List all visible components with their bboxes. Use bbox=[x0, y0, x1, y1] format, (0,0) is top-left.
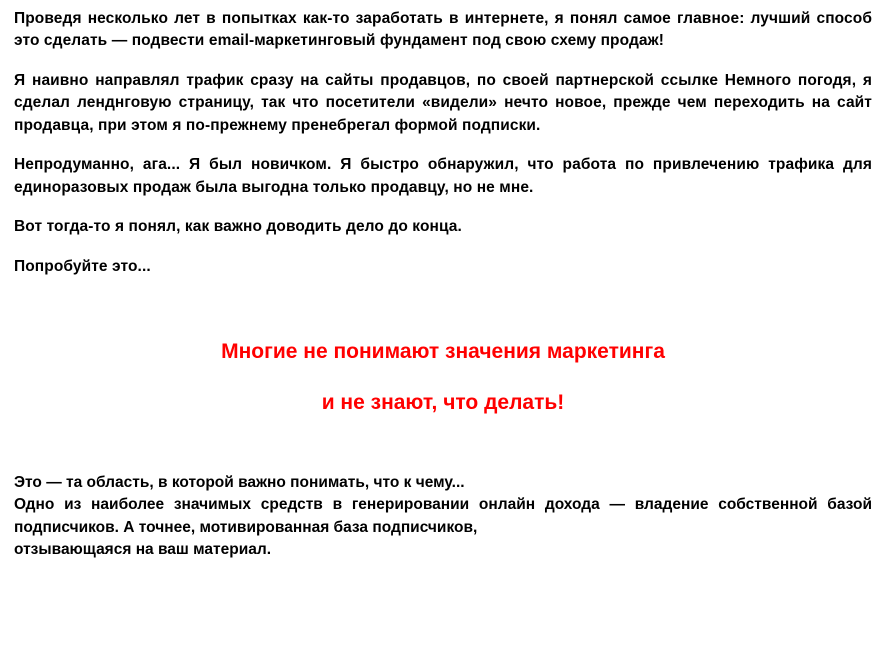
paragraph-4: Вот тогда-то я понял, как важно доводить дело до конца. bbox=[14, 218, 462, 236]
headline-line-2: и не знают, что делать! bbox=[321, 391, 565, 415]
headline-spacer-bottom bbox=[14, 416, 872, 472]
paragraph-5: Попробуйте это... bbox=[14, 257, 151, 275]
paragraph-2: Я наивно направлял трафик сразу на сайты продавцов, по своей партнерской ссылке Немного погодя, я сделал ленднговую страницу, так что посетители «видели» нечто новое, прежде чем переходить на сайт продавца, при этом я по-прежнему пренебрегал формой подписки. bbox=[14, 71, 872, 134]
closing-line-3: отзывающаяся на ваш материал. bbox=[14, 541, 272, 558]
closing-line-2: Одно из наиболее значимых средств в генерировании онлайн дохода — владение собственной базой подписчиков. А точнее, мотивированная база подписчиков, bbox=[14, 496, 872, 536]
paragraph-1: Проведя несколько лет в попытках как-то заработать в интернете, я понял самое главное: лучший способ это сделать — подвести email-маркетинговый фундамент под свою схему продаж! bbox=[14, 10, 872, 50]
closing-block bbox=[14, 472, 872, 562]
closing-line-1: Это — та область, в которой важно понимать, что к чему... bbox=[14, 473, 465, 491]
headline-line-1: Многие не понимают значения маркетинга bbox=[221, 340, 665, 364]
paragraph-3: Непродуманно, ага... Я был новичком. Я быстро обнаружил, что работа по привлечению трафика для единоразовых продаж была выгодна только продавцу, но не мне. bbox=[14, 156, 872, 196]
headline-spacer-top bbox=[14, 295, 872, 339]
